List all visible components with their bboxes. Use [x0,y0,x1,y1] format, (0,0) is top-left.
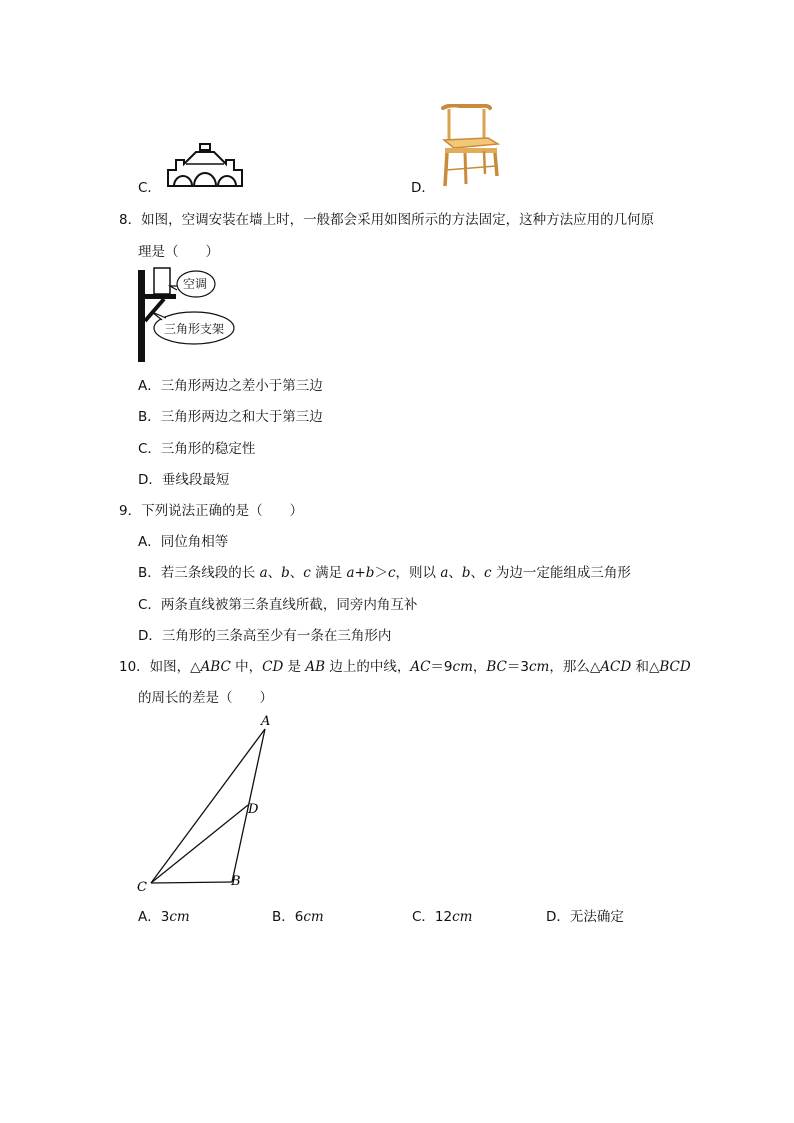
side-bc [151,882,232,883]
q9-stem: 9．下列说法正确的是（ ） [119,503,304,519]
unit-cm: cm [169,909,190,925]
greater-than: ＞ [374,565,388,581]
vertex-a-label: A [261,714,271,729]
sep: 、 [470,565,485,581]
triangle-abc: ABC [200,659,231,675]
segment-bc: BC [486,659,507,675]
point-d-label: D [248,802,259,817]
q10-text: ，那么△ [549,659,601,675]
q8-figure [136,266,242,364]
chair-figure [440,104,502,188]
q10-stem-line2: 的周长的差是（ ） [138,690,273,706]
segment-ac: AC [410,659,431,675]
q10-text: 是 [283,659,306,675]
q9-option-a: A．同位角相等 [138,534,229,550]
q8-stem-line2: 理是（ ） [138,244,219,260]
q10-text: ＝3 [506,659,529,675]
var-b: b [461,565,471,581]
triangle-bracket-label: 三角形支架 [164,322,225,336]
air-conditioner-label: 空调 [183,277,208,291]
unit-cm: cm [452,659,473,675]
q10-text: 中， [230,659,263,675]
q10-text: ， [472,659,487,675]
q10-stem-line1 [119,655,691,675]
q10-option-a [138,905,190,925]
q7-option-c-label: C． [138,180,161,196]
q10-option-c [412,905,472,925]
q9b-suffix: 为边一定能组成三角形 [491,565,631,581]
q8-stem-line1: 8．如图，空调安装在墙上时，一般都会采用如图所示的方法固定，这种方法应用的几何原 [119,212,655,228]
segment-ab: AB [305,659,326,675]
triangle-acd: ACD [600,659,632,675]
q8-option-b: B．三角形两边之和大于第三边 [138,409,323,425]
segment-cd: CD [262,659,284,675]
q8-option-a: A．三角形两边之差小于第三边 [138,378,323,394]
sep: 、 [289,565,304,581]
var-c: c [303,565,311,581]
q10-text: ＝9 [430,659,453,675]
q9-option-d: D．三角形的三条高至少有一条在三角形内 [138,628,392,644]
q9-option-b [138,561,631,581]
q9-option-c: C．两条直线被第三条直线所截，同旁内角互补 [138,597,418,613]
q10-text: 边上的中线， [325,659,411,675]
vertex-c-label: C [137,880,147,895]
var-b: b [281,565,290,581]
q9b-mid: 满足 [310,565,347,581]
q10-option-d [546,905,624,925]
q10-option-c-label: C．12 [412,909,453,925]
inequality-lhs: a+b [346,565,375,581]
q8-option-c: C．三角形的稳定性 [138,441,256,457]
var-a: a [259,565,268,581]
q10-option-d-label: D．无法确定 [546,909,624,925]
unit-cm: cm [529,659,550,675]
sep: 、 [267,565,282,581]
triangle-figure [130,710,280,895]
arch-bridge-figure [166,142,244,188]
unit-cm: cm [303,909,324,925]
q8-option-d: D．垂线段最短 [138,472,230,488]
unit-cm: cm [452,909,473,925]
var-c: c [387,565,396,581]
q9b-prefix: B．若三条线段的长 [138,565,260,581]
sep: 、 [448,565,462,581]
q10-option-b-label: B．6 [272,909,304,925]
q9b-mid2: ，则以 [395,565,441,581]
q7-option-d-label: D． [411,180,435,196]
triangle-bcd: BCD [659,659,691,675]
vertex-b-label: B [231,874,241,889]
q10-option-a-label: A．3 [138,909,170,925]
q10-text: 10．如图，△ [119,659,201,675]
q10-option-b [272,905,324,925]
var-a: a [440,565,449,581]
var-c: c [484,565,492,581]
q10-text: 和△ [631,659,660,675]
